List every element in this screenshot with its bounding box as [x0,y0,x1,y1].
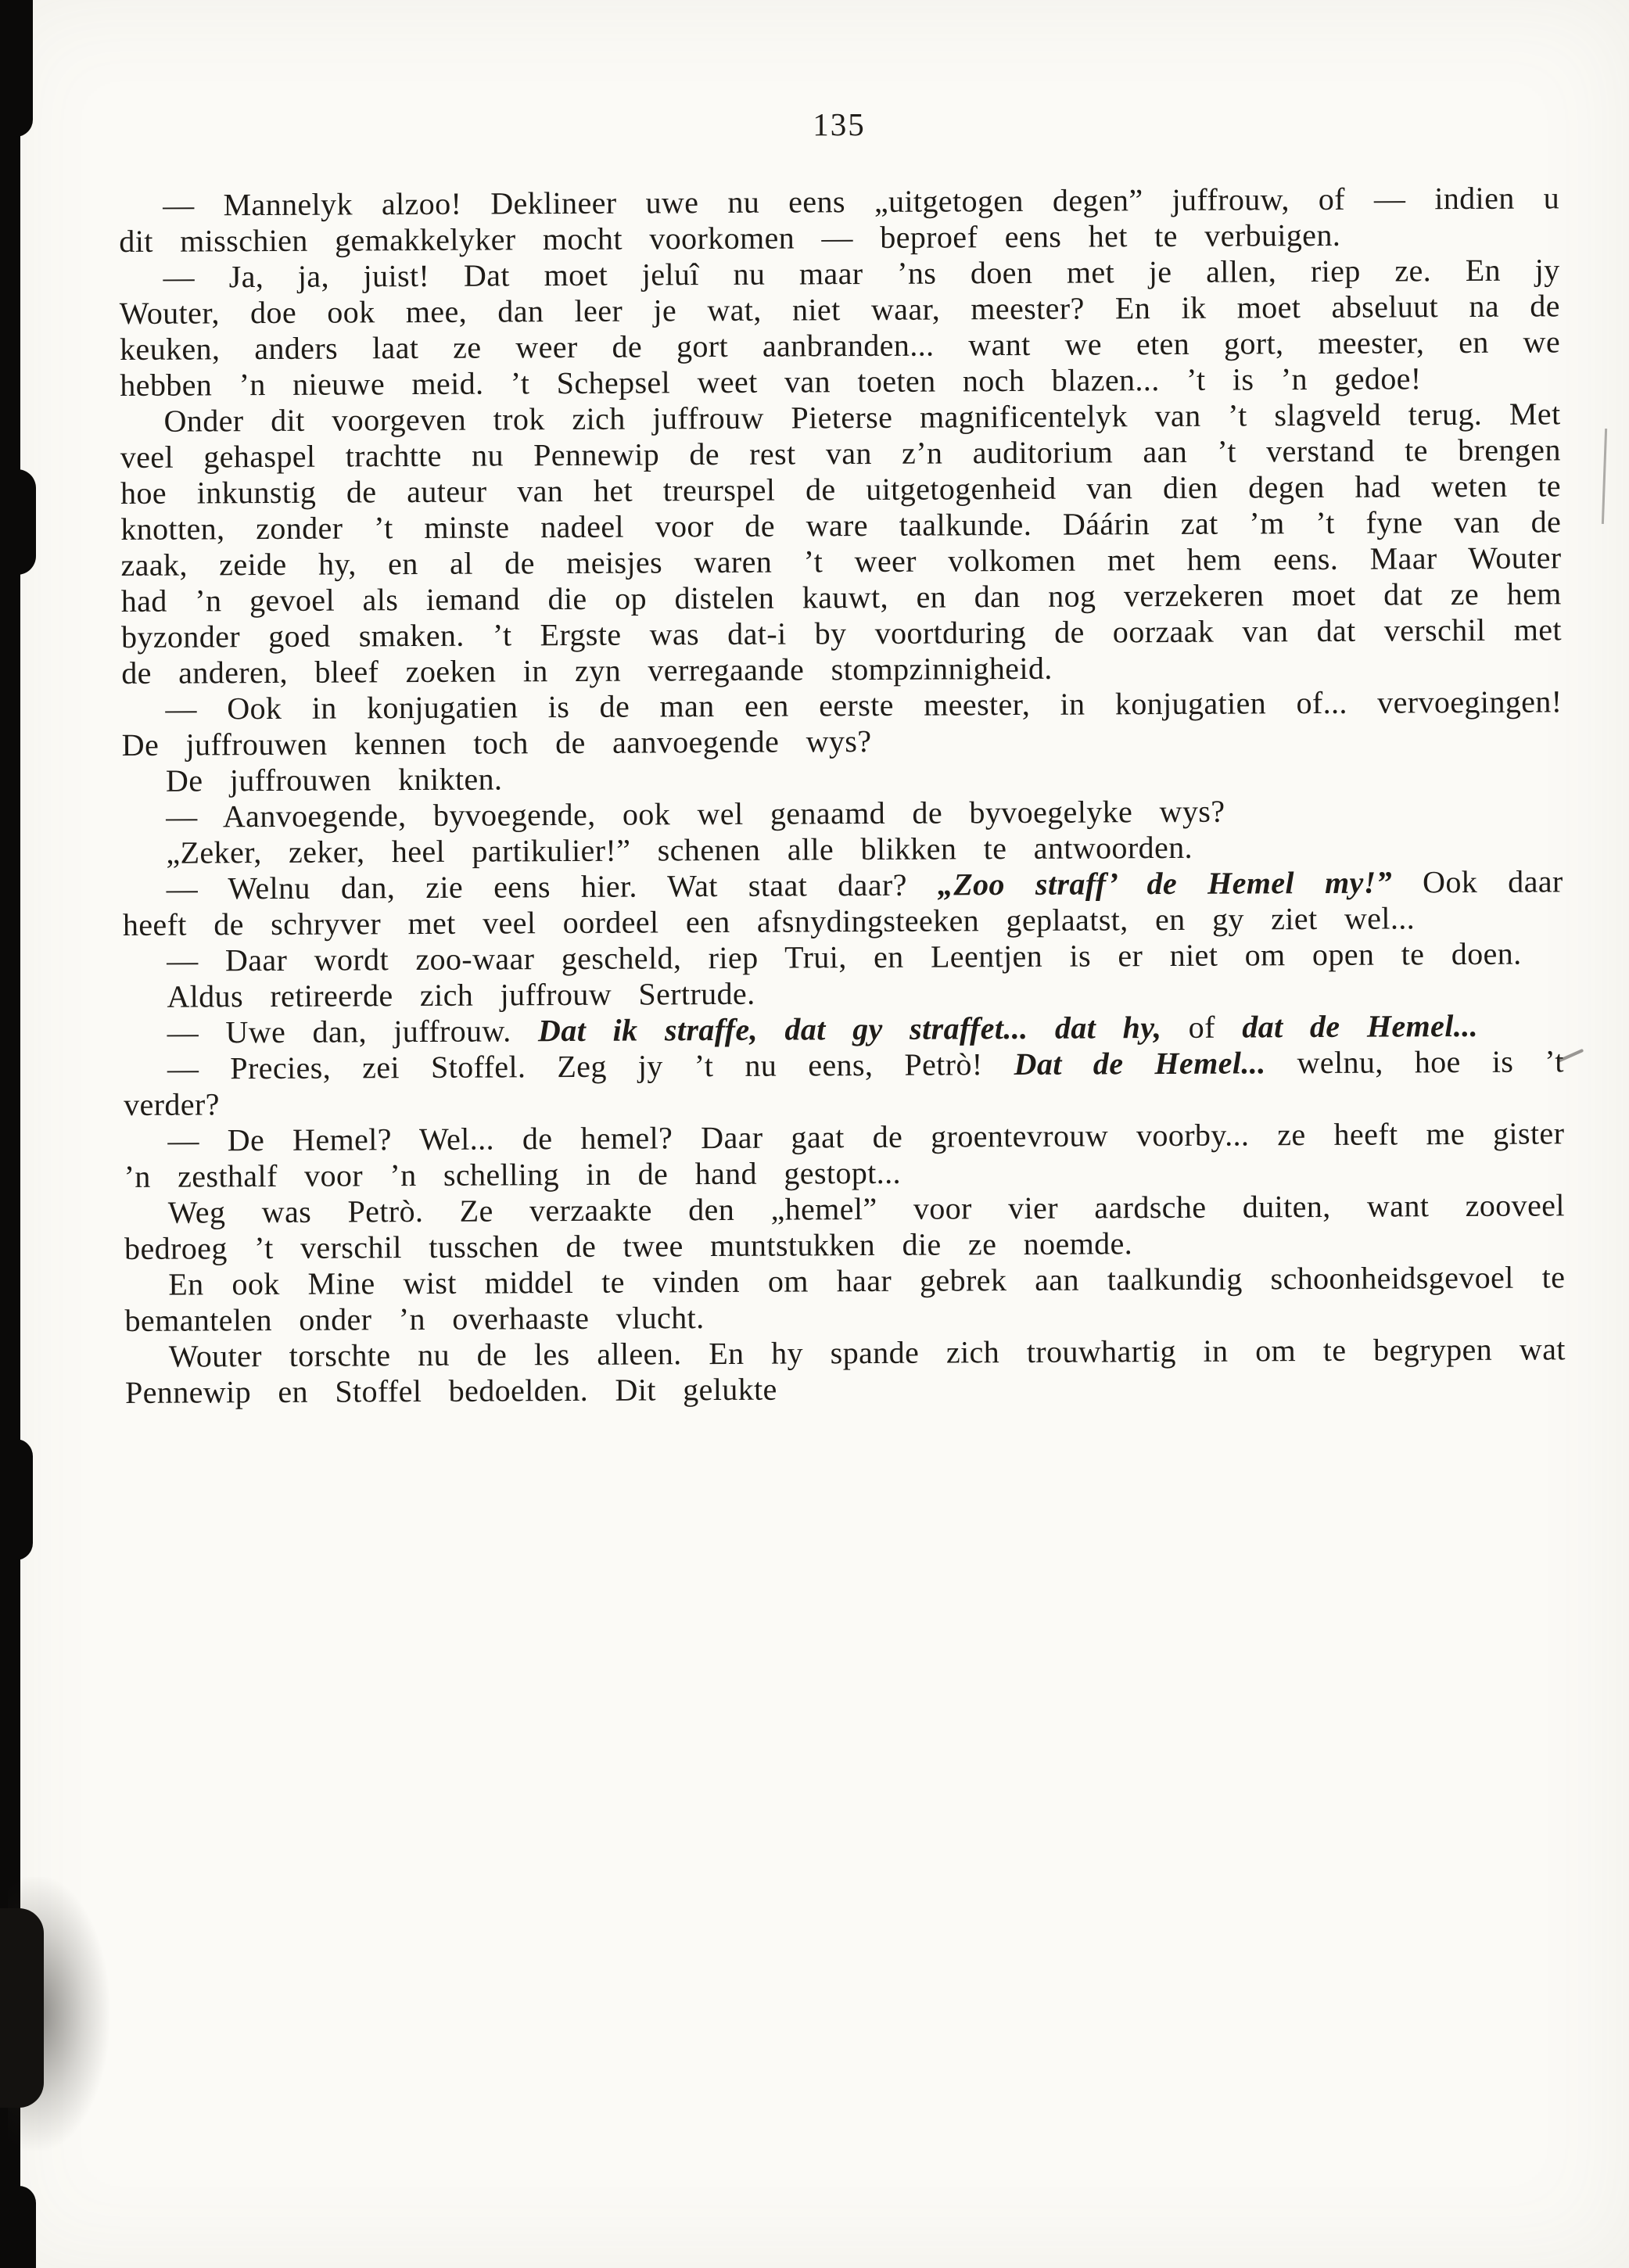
body-text: Aldus retireerde zich juffrouw Sertrude. [167,975,755,1014]
page-number: 135 [813,106,866,142]
body-text: „Zeker, zeker, heel partikulier!” schenen alle blikken te antwoorden. [166,829,1193,870]
body-text: — Precies, zei Stoffel. Zeg jy ’t nu eens, Petrò! [167,1046,1014,1086]
binding-ink-blob-upper [0,469,36,575]
body-text: — Daar wordt zoo-waar gescheld, riep Trui, en Leentjen is er niet om open te doen. [167,935,1522,978]
body-text: Ook daar heeft de schryver met veel oordeel een afsnydingsteeken geplaatst, en gy ziet wel... [122,863,1563,942]
body-text: — Ook in konjugatien is de man een eerste meester, in konjugatien of... vervoegingen! De juffrouwen kennen toch de aanvoegende wys? [121,684,1563,763]
paragraph [124,1187,1565,1267]
paragraph [125,1331,1566,1411]
body-text: — Aanvoegende, byvoegende, ook wel genaamd de byvoegelyke wys? [166,793,1225,834]
body-text: — Mannelyk alzoo! Deklineer uwe nu eens „uitgetogen degen” juffrouw, of — indien u dit misschien gemakkelyker mocht voorkomen — beproef eens het te verbuigen. [119,180,1560,259]
body-text: Onder dit voorgeven trok zich juffrouw Pieterse magnificentelyk van ’t slagveld terug. Met veel gehaspel trachtte nu Pennewip de rest van z’n auditorium aan ’t verstand te brengen hoe inkunstig de auteur van het treurspel de uitgetogenheid van dien degen had weten te knotten, zonder ’t minste nadeel voor de ware taalkunde. Dáárin zat ’m ’t fyne van de zaak, zeide hy, en al de meisjes waren ’t weer volkomen met hem eens. Maar Wouter had ’n gevoel als iemand die op distelen kauwt, en dan nog verzekeren moet dat ze hem byzonder goed smaken. ’t Ergste was dat-i by voortduring de oorzaak van dat verschil met de anderen, bleef zoeken in zyn verregaande stompzinnigheid. [120,396,1563,691]
paragraph [124,1259,1565,1339]
paragraph [119,180,1559,260]
body-text: Wouter torschte nu de les alleen. En hy spande zich trouwhartig in om te begrypen wat Pennewip en Stoffel bedoelden. Dit gelukte [124,1331,1566,1410]
paragraph [123,863,1563,943]
paragraph [119,252,1560,404]
body-text: Weg was Petrò. Ze verzaakte den „hemel” voor vier aardsche duiten, want zooveel bedroeg ’t verschil tusschen de twee muntstukken die ze noemde. [124,1187,1565,1266]
emphasized-text: Dat ik straffe, dat gy straffet... dat hy, [537,1010,1162,1049]
emphasized-text: dat de Hemel... [1242,1007,1479,1045]
binding-ink-blob-bottom [0,1908,44,2108]
body-text: — Ja, ja, juist! Dat moet jeluî nu maar ’ns doen met je allen, riep ze. En jy Wouter, doe ook mee, dan leer je wat, niet waar, meester? En ik moet abseluut na de keuken, anders laat ze weer de gort aanbranden... want we eten gort, meester, en we hebben ’n nieuwe meid. ’t Schepsel weet van toeten noch blazen... ’t is ’n gedoe! [119,252,1561,403]
body-text: — Uwe dan, juffrouw. [167,1013,539,1050]
body-text: — De Hemel? Wel... de hemel? Daar gaat de groentevrouw voorby... ze heeft me gister ’n zesthalf voor ’n schelling in de hand gestopt... [124,1115,1565,1194]
text-column [119,180,1566,1411]
emphasized-text: Dat de Hemel... [1014,1045,1266,1082]
paragraph [121,684,1562,763]
body-text: — Welnu dan, zie eens hier. Wat staat daar? [166,867,938,906]
binding-ink-top-blob [0,0,33,137]
paragraph [123,935,1563,979]
binding-ink-bottom-blob [0,2186,36,2268]
body-text: De juffrouwen knikten. [165,761,503,798]
body-text: welnu, hoe is ’t verder? [124,1043,1564,1122]
binding-ink-blob-lower [0,1439,33,1560]
body-text: En ook Mine wist middel te vinden om haar gebrek aan taalkundig schoonheidsgevoel te bemantelen onder ’n overhaaste vlucht. [124,1259,1566,1338]
scan-artifact-line [1602,429,1607,524]
paragraph [120,396,1562,691]
paragraph [124,1043,1564,1123]
paragraph [124,1115,1564,1195]
body-text: of [1161,1009,1243,1046]
emphasized-text: „Zoo straff’ de Hemel my!” [937,864,1393,903]
